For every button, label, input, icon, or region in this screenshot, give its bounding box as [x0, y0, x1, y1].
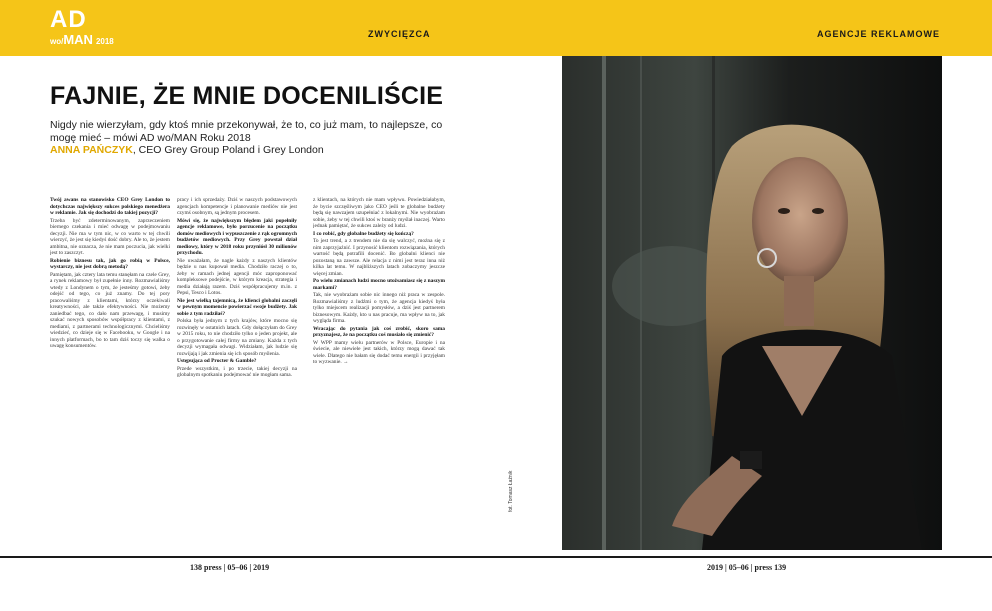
text-column-2 — [177, 197, 297, 543]
question: Mówi się, że największym błędem jaki popełniły agencje reklamowe, było porzucenie na początku domów mediowych i wypuszczenie z rąk ogromnych budżetów mediowych. Przy Grey powstał dział mediowy, który w 2018 roku przyniósł 30 milionów przychodu. — [177, 217, 297, 256]
text-column-1 — [50, 197, 170, 543]
section-label-right: AGENCJE REKLAMOWE — [816, 29, 940, 39]
paragraph: Tak, nie wyobrażam sobie nic innego niż praca w zespole. Rozmawialiśmy z ludźmi o tym, że agencja kiedyś była tylko miejscem realizacji pomysłów, a dziś jest partnerem biznesowym. Każdy, kto u nas pracuje, ma wpływ na to, jak wygląda firma. — [313, 292, 445, 324]
portrait-photo — [562, 56, 942, 550]
logo-man: MAN — [63, 32, 93, 47]
folio-left — [190, 563, 269, 572]
page-number-left: 138 — [190, 563, 202, 572]
paragraph: Pamiętam, jak cztery lata temu stanęłam na czele Grey, a rynek reklamowy był zupełnie inny. Rozmawialiśmy wtedy z Londynem o tym, że jesteśmy gotowi, żeby odejść od tego, co już znamy. Do tej pory pracowaliśmy z klientami, którzy oczekiwali kreatywności, ale także efektywności. Nie możemy zaniedbać tego, co dało nam przewagę, i musimy szukać nowych sposobów współpracy z klientami, z mediami, z partnerami technologicznymi. Chcieliśmy wiedzieć, co dzieje się w Facebooku, w Google i na innych platformach, bo to tam dziś toczy się walka o uwagę konsumentów. — [50, 271, 170, 349]
paragraph: W WPP mamy wielu partnerów w Polsce, Europie i na świecie, ale niewiele jest takich, którzy mogą dawać tak wiele. Dlatego nie bałam się dodać temu energii i przyjęłam to wyzwanie. → — [313, 339, 445, 365]
issue-left: | 05–06 | 2019 — [223, 563, 270, 572]
logo-year: 2018 — [95, 37, 114, 46]
question: Robienie biznesu tak, jak go robią w Polsce, wystarczy, nie jest dobrą metodą? — [50, 257, 170, 270]
paragraph: z klientach, na których nie mam wpływu. Powiedziałabym, że bycie szczęśliwym jako CEO jeśli te globalne budżety będą się nawzajem uzupełniać z lokalnymi. Nie wyobrażam sobie, żeby w tej chwili ktoś w branży myślał inaczej. Warto jednak pamiętać, że sukces zależy od ludzi. — [313, 197, 445, 229]
author-name: ANNA PAŃCZYK — [50, 144, 133, 157]
question: Twój awans na stanowisko CEO Grey London to dotychczas największy sukces polskiego menedżera w reklamie. Jak się dochodzi do takiej pozycji? — [50, 197, 170, 216]
section-label-left: ZWYCIĘZCA — [368, 29, 431, 39]
ad-woman-logo — [50, 8, 130, 50]
lead-text: Nigdy nie wierzyłam, gdy ktoś mnie przekonywał, że to, co już mam, to najlepsze, co mogę mieć – mówi AD wo/MAN Roku 2018 — [50, 119, 443, 144]
question: I co robić, gdy globalne budżety się kończą? — [313, 230, 414, 237]
paragraph: To jest trend, a z trendem nie da się walczyć, można się z nim zaprzyjaźnić. I przynosić klientom rozwiązania, których wartość będą potrafili docenić. Bo globalni klienci nie pozostaną na zawsze. Ale relacja z nimi jest teraz inna niż kilka lat temu. W najbliższych latach zobaczymy jeszcze więcej zmian. — [313, 238, 445, 277]
logo-ad-text: AD — [50, 6, 87, 33]
question: Wracając do pytania jak coś zrobić, skoro sama przyznajesz, że na początku coś musiało się zmienić? — [313, 325, 445, 338]
logo-woman-text — [50, 32, 114, 50]
lead-paragraph — [50, 119, 455, 157]
footer-rule — [0, 556, 992, 558]
paragraph: Nie uważałam, że nagle każdy z naszych klientów będzie u nas kupował media. Chodziło raczej o to, żeby w ramach jednej agencji móc zaproponować kompleksowe podejście, w którym kreacja, strategia i media działają razem. Dziś współpracujemy m.in. z Pepsi, Tesco i Lotos. — [177, 257, 297, 296]
paragraph: Przede wszystkim, i po trzecie, takiej decyzji na globalnym spotkaniu podejmować nie mogłam sama. — [177, 365, 297, 378]
paragraph: Trzeba być zdeterminowanym, zaprzeczeniem biernego czekania i mieć odwagę w podejmowaniu decyzji. Nie ma w tym nic, w co warto w tej chwili wierzyć, że jest się kiedyś dość dobry. Ale to, że jestem ambitna, nie oznacza, że nie mam poczucia, jak wielki jest to zaszczyt. — [50, 217, 170, 256]
folio-right — [707, 563, 786, 572]
question: Ustępująca od Procter & Gamble? — [177, 358, 257, 364]
header-bar — [0, 0, 992, 56]
text-column-3 — [313, 197, 445, 543]
press-brand-left: press — [204, 563, 222, 572]
question: Po wielu zmianach ludzi mocno utożsamiasz się z naszym markami? — [313, 278, 445, 291]
paragraph: Polska była jednym z tych krajów, które mocno się rozwinęły w ostatnich latach. Gdy dołączyłam do Grey w 2015 roku, to nie chodziło tylko o jeden projekt, ale o przygotowanie całej firmy na zmiany. Każda z tych decyzji wymagała odwagi. Widziałam, jak ludzie się rozwijają i jak zmienia się ich sposób myślenia. — [177, 318, 297, 357]
portrait-illustration — [562, 56, 942, 550]
author-role: , CEO Grey Group Poland i Grey London — [132, 144, 324, 157]
paragraph: pracy i ich sprzedaży. Dziś w naszych podstawowych agencjach kompetencje i planowanie mediów nie jest czymś osobnym, są jednym procesem. — [177, 197, 297, 216]
photo-credit: fot. Tomasz Łaźnik — [508, 470, 514, 512]
press-brand-right: press — [754, 563, 773, 572]
logo-wo: wo/ — [50, 37, 64, 46]
page-number-right: 139 — [774, 563, 787, 572]
issue-right: 2019 | 05–06 | — [707, 563, 753, 572]
question: Nie jest wielką tajemnicą, że klienci globalni zaczęli w pewnym momencie powierzać swoje budżety. Jak sobie z tym radziłaś? — [177, 297, 297, 317]
headline: FAJNIE, ŻE MNIE DOCENILIŚCIE — [50, 82, 444, 110]
